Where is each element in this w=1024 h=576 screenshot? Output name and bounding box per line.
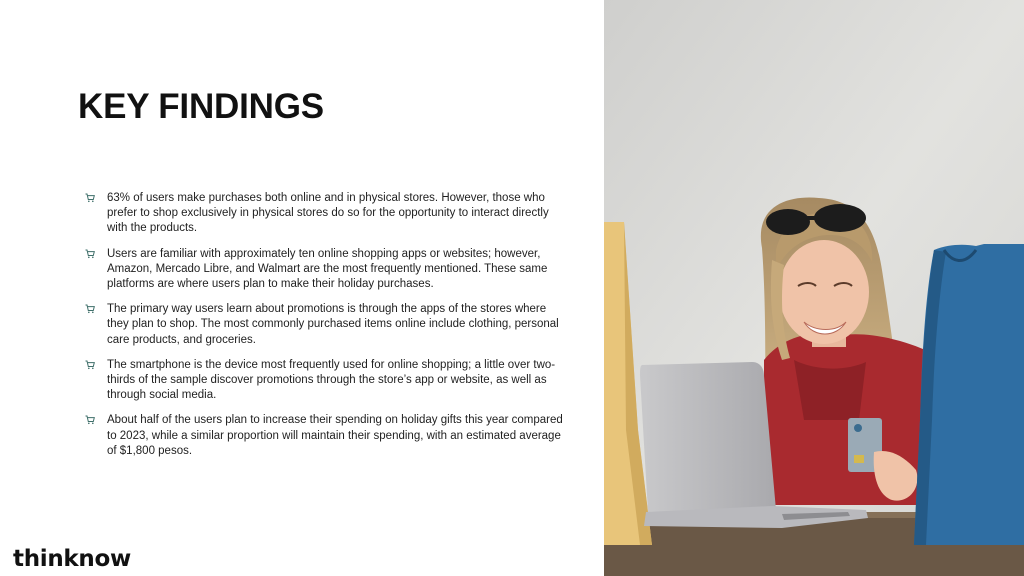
shopping-cart-icon	[85, 193, 95, 203]
slide-title: KEY FINDINGS	[78, 87, 324, 127]
finding-text: Users are familiar with approximately ten online shopping apps or websites; however, Amazon, Mercado Libre, and Walmart are the most frequently mentioned. These same platforms are where users plan to make their holiday purchases.	[107, 247, 548, 291]
shopper-photo	[604, 0, 1024, 576]
shopping-cart-icon	[85, 360, 95, 370]
shopping-cart-icon	[85, 249, 95, 259]
finding-text: The smartphone is the device most frequently used for online shopping; a little over two-thirds of the sample discover promotions through the store’s app or website, as well as through social media.	[107, 358, 556, 402]
shopping-cart-icon	[85, 304, 95, 314]
thinknow-logo: thinknow	[13, 546, 131, 572]
finding-item	[84, 358, 564, 404]
finding-text: The primary way users learn about promotions is through the apps of the stores where they plan to shop. The most commonly purchased items online include clothing, personal care products, and groceries.	[107, 303, 559, 346]
finding-text: About half of the users plan to increase their spending on holiday gifts this year compared to 2023, while a similar proportion will maintain their spending, with an estimated average of $1,800 pesos.	[107, 414, 563, 457]
key-findings-list	[84, 191, 564, 469]
finding-item	[84, 191, 564, 237]
finding-item	[84, 247, 564, 293]
finding-item	[84, 413, 564, 459]
finding-text: 63% of users make purchases both online and in physical stores. However, those who prefer to shop exclusively in physical stores do so for the opportunity to interact directly with the products.	[107, 192, 549, 235]
shopping-cart-icon	[85, 415, 95, 425]
finding-item	[84, 302, 564, 348]
